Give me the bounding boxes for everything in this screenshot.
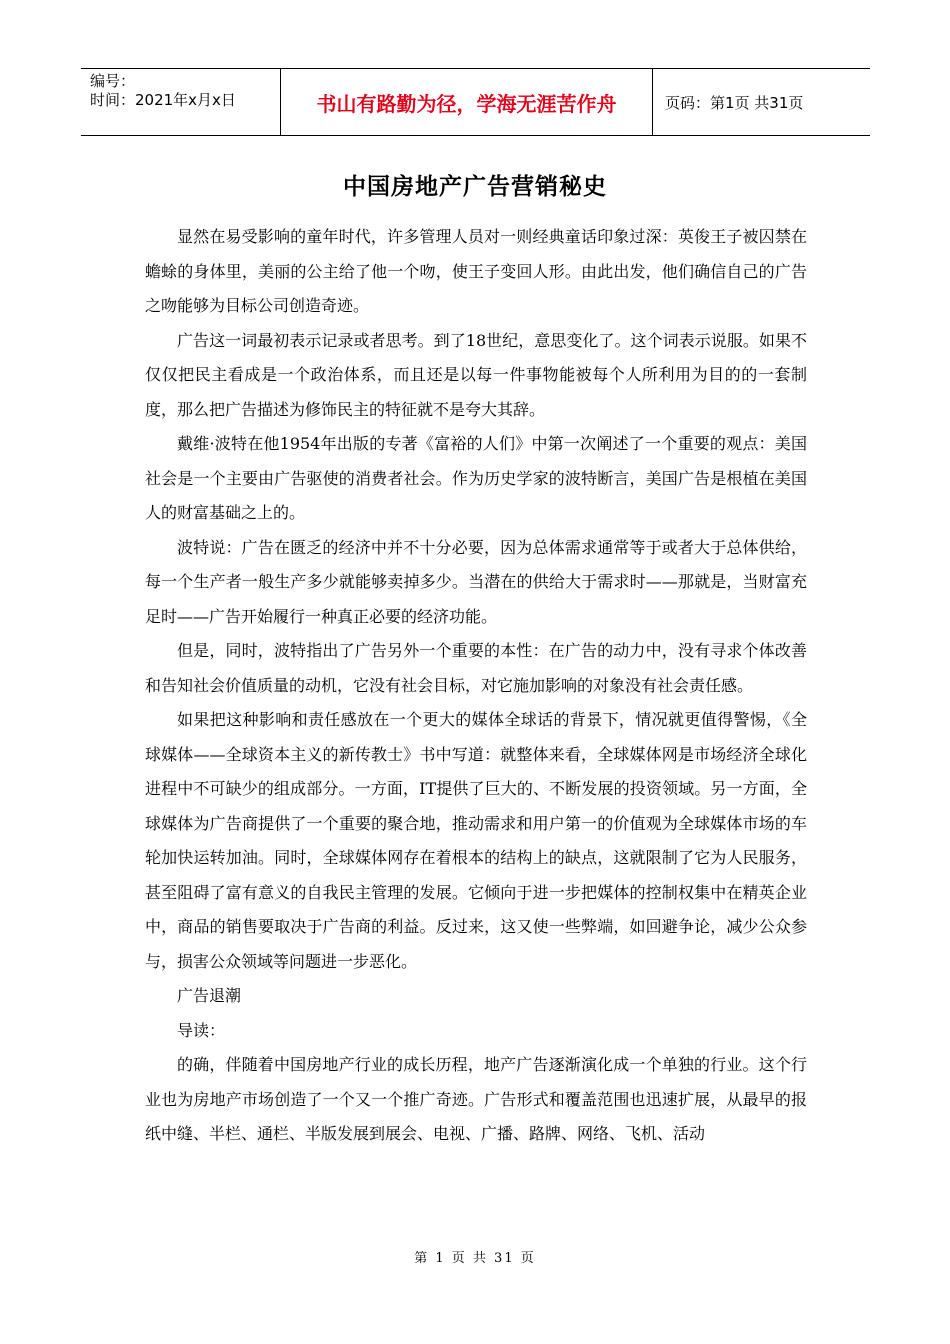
- document-title: 中国房地产广告营销秘史: [343, 174, 607, 200]
- page-footer: 第 1 页 共 31 页: [414, 1251, 536, 1266]
- serial-label: 编号：: [90, 72, 136, 90]
- date-line: 时间：2021年x月x日: [90, 91, 236, 109]
- header-table: [81, 68, 870, 136]
- paragraph: 但是，同时，波特指出了广告另外一个重要的本性：在广告的动力中，没有寻求个体改善和告知社会价值质量的动机，它没有社会目标，对它施加影响的对象没有社会责任感。: [145, 641, 807, 695]
- header-meta-cell: [81, 69, 281, 135]
- paragraph: 显然在易受影响的童年时代，许多管理人员对一则经典童话印象过深：英俊王子被囚禁在蟾蜍的身体里，美丽的公主给了他一个吻，使王子变回人形。由此出发，他们确信自己的广告之吻能够为目标公司创造奇迹。: [145, 227, 807, 315]
- paragraph: 如果把这种影响和责任感放在一个更大的媒体全球话的背景下，情况就更值得警惕，《全球媒体——全球资本主义的新传教士》书中写道：就整体来看，全球媒体网是市场经济全球化进程中不可缺少的组成部分。一方面，IT提供了巨大的、不断发展的投资领域。另一方面，全球媒体为广告商提供了一个重要的聚合地，推动需求和用户第一的价值观为全球媒体市场的车轮加快运转加油。同时，全球媒体网存在着根本的结构上的缺点，这就限制了它为人民服务，甚至阻碍了富有意义的自我民主管理的发展。它倾向于进一步把媒体的控制权集中在精英企业中，商品的销售要取决于广告商的利益。反过来，这又使一些弊端，如回避争论，减少公众参与，损害公众领域等问题进一步恶化。: [145, 710, 807, 971]
- paragraph: 戴维·波特在他1954年出版的专著《富裕的人们》中第一次阐述了一个重要的观点：美国社会是一个主要由广告驱使的消费者社会。作为历史学家的波特断言，美国广告是根植在美国人的财富基础之上的。: [145, 434, 807, 522]
- section-lead: 导读：: [177, 1020, 226, 1040]
- paragraph: 波特说：广告在匮乏的经济中并不十分必要，因为总体需求通常等于或者大于总体供给，每一个生产者一般生产多少就能够卖掉多少。当潜在的供给大于需求时——那就是，当财富充足时——广告开始履行一种真正必要的经济功能。: [145, 537, 807, 626]
- section-heading: 广告退潮: [177, 986, 242, 1005]
- header-motto-cell: [281, 69, 653, 135]
- paragraph: 的确，伴随着中国房地产行业的成长历程，地产广告逐渐演化成一个单独的行业。这个行业也为房地产市场创造了一个又一个推广奇迹。广告形式和覆盖范围也迅速扩展，从最早的报纸中缝、半栏、通栏、半版发展到展会、电视、广播、路牌、网络、飞机、活动: [145, 1055, 807, 1143]
- document-body: [145, 220, 807, 1152]
- paragraph: 广告这一词最初表示记录或者思考。到了18世纪，意思变化了。这个词表示说服。如果不仅仅把民主看成是一个政治体系，而且还是以每一件事物能被每个人所利用为目的的一套制度，那么把广告描述为修饰民主的特征就不是夸大其辞。: [145, 330, 807, 419]
- page-info: 页码：第1页 共31页: [665, 93, 804, 112]
- header-page-cell: [653, 69, 870, 135]
- motto-text: 书山有路勤为径，学海无涯苦作舟: [316, 91, 617, 116]
